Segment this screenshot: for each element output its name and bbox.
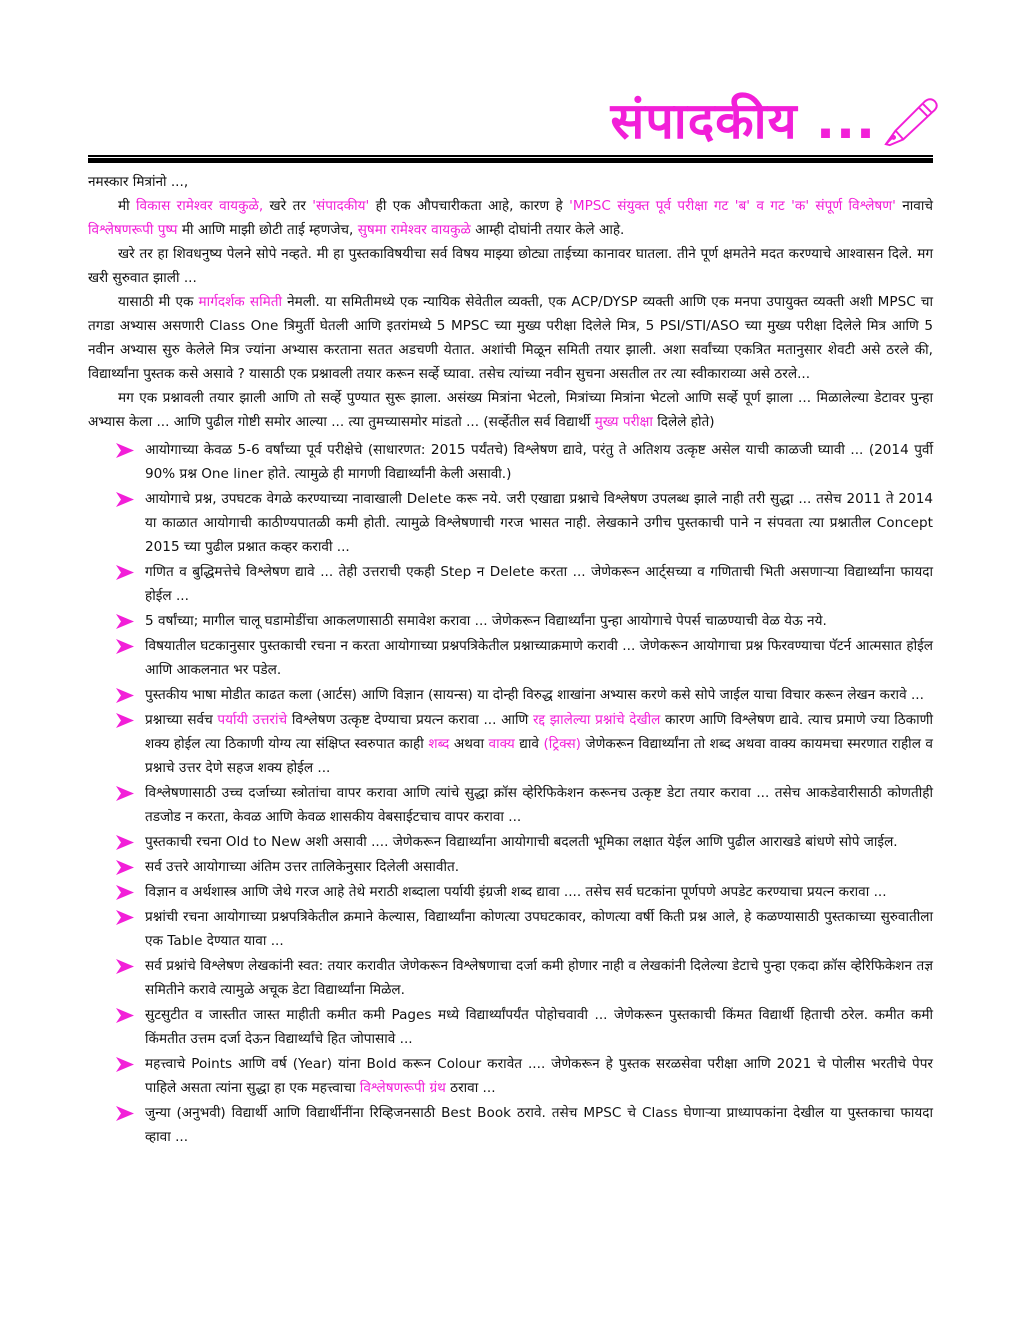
paragraph-intro [88, 194, 933, 242]
highlight: रद्द झालेल्या प्रश्नांचे देखील [533, 712, 661, 728]
point-text: प्रश्नांची रचना आयोगाच्या प्रश्नपत्रिकेतील क्रमाने केल्यास, विद्यार्थ्यांना कोणत्या उपघटकावर, कोणत्या वर्षी किती प्रश्न आले, हे कळण्यासाठी पुस्तकाच्या सुरुवातीला एक Table देण्यात यावा ... [145, 909, 933, 949]
list-item [88, 708, 933, 780]
coauthor-name: सुषमा रामेश्वर वायकुळे [357, 222, 471, 238]
text: कारण आणि विश्लेषण द्यावे. त्याच प्रमाणे ज्या ठिकाणी शक्य होईल त्या ठिकाणी योग्य त्या संक्षिप्त स्वरुपात काही [145, 712, 933, 752]
paragraph-committee [88, 290, 933, 386]
point-text: गणित व बुद्धिमत्तेचे विश्लेषण द्यावे ... तेही उत्तराची एकही Step न Delete करता ... जेणेकरून आर्ट्सच्या व गणिताची भिती असणाऱ्या विद्यार्थ्यांना फायदा होईल ... [145, 564, 933, 604]
text: जेणेकरून विद्यार्थ्यांना तो शब्द अथवा वाक्य कायमचा स्मरणात राहील व प्रश्नाचे उत्तर देणे सहज शक्य होईल ... [145, 736, 933, 776]
list-item [88, 830, 933, 854]
point-text: सर्व उत्तरे आयोगाच्या अंतिम उत्तर तालिकेनुसार दिलेली असावीत. [145, 859, 460, 875]
list-item [88, 905, 933, 953]
highlight: पर्यायी उत्तरांचे [217, 712, 288, 728]
list-item [88, 560, 933, 608]
book-title: 'MPSC संयुक्त पूर्व परीक्षा गट 'ब' व गट 'क' संपूर्ण विश्लेषण' [569, 198, 896, 214]
text: विश्लेषण उत्कृष्ट देण्याचा प्रयत्न करावा ... आणि [287, 712, 533, 728]
page-title: संपादकीय ... [610, 92, 876, 150]
list-item [88, 634, 933, 682]
arrow-bullet-icon [116, 1008, 134, 1023]
list-item [88, 954, 933, 1002]
paragraph-survey [88, 386, 933, 434]
text: मग एक प्रश्नावली तयार झाली आणि तो सर्व्हे पुण्यात सुरू झाला. असंख्य मित्रांना भेटलो, मित्रांच्या मित्रांना भेटलो आणि सर्व्हे पूर्ण झाला ... मिळालेल्या डेटावर पुन्हा अभ्यास केला ... आणि पुढील गोष्टी समोर आल्या ... त्या तुमच्यासमोर मांडतो ... (सर्व्हेतील सर्व विद्यार्थी [88, 390, 933, 430]
list-item [88, 487, 933, 559]
arrow-bullet-icon [116, 688, 134, 703]
greeting: नमस्कार मित्रांनो ..., [88, 174, 189, 190]
text: नावाचे [895, 198, 934, 214]
arrow-bullet-icon [116, 835, 134, 850]
arrow-bullet-icon [116, 786, 134, 801]
paragraph-beginning: खरे तर हा शिवधनुष्य पेलने सोपे नव्हते. मी हा पुस्तकाविषयीचा सर्व विषय माझ्या छोट्या ताईच्या कानावर घातला. तीने पूर्ण क्षमतेने मदत करण्याचे आश्वासन दिले. मग खरी सुरुवात झाली ... [88, 246, 933, 286]
arrow-bullet-icon [116, 885, 134, 900]
text: अथवा [449, 736, 489, 752]
arrow-bullet-icon [116, 860, 134, 875]
highlight: 'संपादकीय' [312, 198, 370, 214]
header-rule-thick [88, 158, 933, 163]
list-item [88, 438, 933, 486]
text: महत्त्वाचे Points आणि वर्ष (Year) यांना Bold करून Colour करावेत .... जेणेकरून हे पुस्तक सरळसेवा परीक्षा आणि 2021 चे पोलीस भरतीचे पेपर पाहिले असता त्यांना सुद्धा हा एक महत्त्वाचा [145, 1056, 933, 1096]
point-text: विषयातील घटकानुसार पुस्तकाची रचना न करता आयोगाच्या प्रश्नपत्रिकेतील प्रश्नाच्याक्रमाणे करावी ... जेणेकरून आयोगाचा प्रश्न फिरवण्याचा पॅटर्न आत्मसात होईल आणि आकलनात भर पडेल. [145, 638, 933, 678]
text: खरे तर [263, 198, 313, 214]
fountain-pen-icon [882, 93, 940, 149]
text: ठरावा ... [445, 1080, 496, 1096]
arrow-bullet-icon [116, 443, 134, 458]
list-item [88, 683, 933, 707]
text: ही एक औपचारीकता आहे, कारण हे [369, 198, 570, 214]
survey-points-list [88, 438, 933, 1149]
list-item [88, 1101, 933, 1149]
list-item [88, 880, 933, 904]
text: यासाठी मी एक [118, 294, 199, 310]
point-text: सुटसुटीत व जास्तीत जास्त माहीती कमीत कमी Pages मध्ये विद्यार्थ्यांपर्यंत पोहोचवावी ... जेणेकरून पुस्तकाची किंमत विद्यार्थी हिताची ठरेल. कमीत कमी किंमतीत उत्तम दर्जा देऊन विद्यार्थ्यांचे हित जोपासावे ... [145, 1007, 933, 1047]
arrow-bullet-icon [116, 713, 134, 728]
list-item [88, 1003, 933, 1051]
arrow-bullet-icon [116, 614, 134, 629]
highlight: विश्लेषणरूपी ग्रंथ [359, 1080, 446, 1096]
highlight: मुख्य परीक्षा [594, 414, 653, 430]
text: प्रश्नाच्या सर्वच [145, 712, 218, 728]
arrow-bullet-icon [116, 639, 134, 654]
arrow-bullet-icon [116, 492, 134, 507]
text: मी आणि माझी छोटी ताई म्हणजेच, [177, 222, 358, 238]
header-rule-thin [88, 155, 933, 157]
arrow-bullet-icon [116, 910, 134, 925]
list-item [88, 781, 933, 829]
highlight: विश्लेषणरूपी पुष्प [88, 222, 178, 238]
text: मी [118, 198, 137, 214]
point-text: विज्ञान व अर्थशास्त्र आणि जेथे गरज आहे तेथे मराठी शब्दाला पर्यायी इंग्रजी शब्द द्यावा .... तसेच सर्व घटकांना पूर्णपणे अपडेट करण्याचा प्रयत्न करावा ... [145, 884, 887, 900]
arrow-bullet-icon [116, 565, 134, 580]
point-text: आयोगाच्या केवळ 5-6 वर्षांच्या पूर्व परीक्षेचे (साधारणत: 2015 पर्यंतचे) विश्लेषण द्यावे, परंतु ते अतिशय उत्कृष्ट असेल याची काळजी घ्यावी ... (2014 पुर्वी 90% प्रश्न One liner होते. त्यामुळे ही मागणी विद्यार्थ्यांनी केली असावी.) [145, 442, 933, 482]
list-item [88, 609, 933, 633]
point-text: पुस्तकाची रचना Old to New अशी असावी .... जेणेकरून विद्यार्थ्यांना आयोगाची बदलती भूमिका लक्षात येईल आणि पुढील आराखडे बांधणे सोपे जाईल. [145, 834, 898, 850]
arrow-bullet-icon [116, 959, 134, 974]
text: दिलेले होते) [652, 414, 715, 430]
text: द्यावे [514, 736, 544, 752]
list-item [88, 1052, 933, 1100]
text: नेमली. या समितीमध्ये एक न्यायिक सेवेतील व्यक्ती, एक ACP/DYSP व्यक्ती आणि एक मनपा उपायुक्त व्यक्ती अशी MPSC चा तगडा अभ्यास असणारी Class One त्रिमुर्ती घेतली आणि इतरांमध्ये 5 MPSC च्या मुख्य परीक्षा दिलेले मित्र, 5 PSI/STI/ASO च्या मुख्य परीक्षा दिलेले मित्र आणि 5 नवीन अभ्यास सुरु केलेले मित्र ज्यांना अभ्यास करताना सतत अडचणी येतात. अशांची मिळून समिती तयार झाली. अशा सर्वांच्या एकत्रित मतानुसार शेवटी असे ठरले की, विद्यार्थ्यांना पुस्तक कसे असावे ? यासाठी एक प्रश्नावली तयार करून सर्व्हे घ्यावा. तसेच त्यांच्या नवीन सुचना असतील तर त्या स्वीकाराव्या असे ठरले... [88, 294, 933, 382]
point-text: पुस्तकीय भाषा मोडीत काढत कला (आर्टस) आणि विज्ञान (सायन्स) या दोन्ही विरुद्ध शाखांना अभ्यास करणे कसे सोपे जाईल याचा विचार करून लेखन करावे ... [145, 687, 924, 703]
text: आम्ही दोघांनी तयार केले आहे. [470, 222, 625, 238]
editorial-body [88, 170, 933, 1150]
point-text: सर्व प्रश्नांचे विश्लेषण लेखकांनी स्वत: तयार करावीत जेणेकरून विश्लेषणाचा दर्जा कमी होणार नाही व लेखकांनी दिलेल्या डेटाचे पुन्हा एकदा क्रॉस व्हेरिफिकेशन तज्ञ समितीने करावे त्यामुळे अचूक डेटा विद्यार्थ्यांना मिळेल. [145, 958, 933, 998]
arrow-bullet-icon [116, 1106, 134, 1121]
list-item [88, 855, 933, 879]
highlight: शब्द [428, 736, 450, 752]
point-text: जुन्या (अनुभवी) विद्यार्थी आणि विद्यार्थीनींना रिव्हिजनसाठी Best Book ठरावे. तसेच MPSC चे Class घेणाऱ्या प्राध्यापकांना देखील या पुस्तकाचा फायदा व्हावा ... [145, 1105, 933, 1145]
arrow-bullet-icon [116, 1057, 134, 1072]
author-name: विकास रामेश्वर वायकुळे, [136, 198, 264, 214]
highlight: मार्गदर्शक समिती [198, 294, 282, 310]
point-text: आयोगाचे प्रश्न, उपघटक वेगळे करण्याच्या नावाखाली Delete करू नये. जरी एखाद्या प्रश्नाचे विश्लेषण उपलब्ध झाले नाही तरी सुद्धा ... तसेच 2011 ते 2014 या काळात आयोगाची काठीण्यपातळी कमी होती. त्यामुळे विश्लेषणाची गरज भासत नाही. लेखकाने उगीच पुस्तकाची पाने न संपवता त्या प्रश्नातील Concept 2015 च्या पुढील प्रश्नात कव्हर करावी ... [145, 491, 933, 555]
point-text: 5 वर्षांच्या; मागील चालू घडामोडींचा आकलणासाठी समावेश करावा ... जेणेकरून विद्यार्थ्यांना पुन्हा आयोगाचे पेपर्स चाळण्याची वेळ येऊ नये. [145, 613, 827, 629]
highlight: (ट्रिक्स) [543, 736, 581, 752]
editorial-header [540, 86, 940, 156]
point-text: विश्लेषणासाठी उच्च दर्जाच्या स्त्रोतांचा वापर करावा आणि त्यांचे सुद्धा क्रॉस व्हेरिफिकेशन करूनच उत्कृष्ट डेटा तयार करावा ... तसेच आकडेवारीसाठी कोणतीही तडजोड न करता, केवळ आणि केवळ शासकीय वेबसाईटचाच वापर करावा ... [145, 785, 933, 825]
highlight: वाक्य [488, 736, 515, 752]
